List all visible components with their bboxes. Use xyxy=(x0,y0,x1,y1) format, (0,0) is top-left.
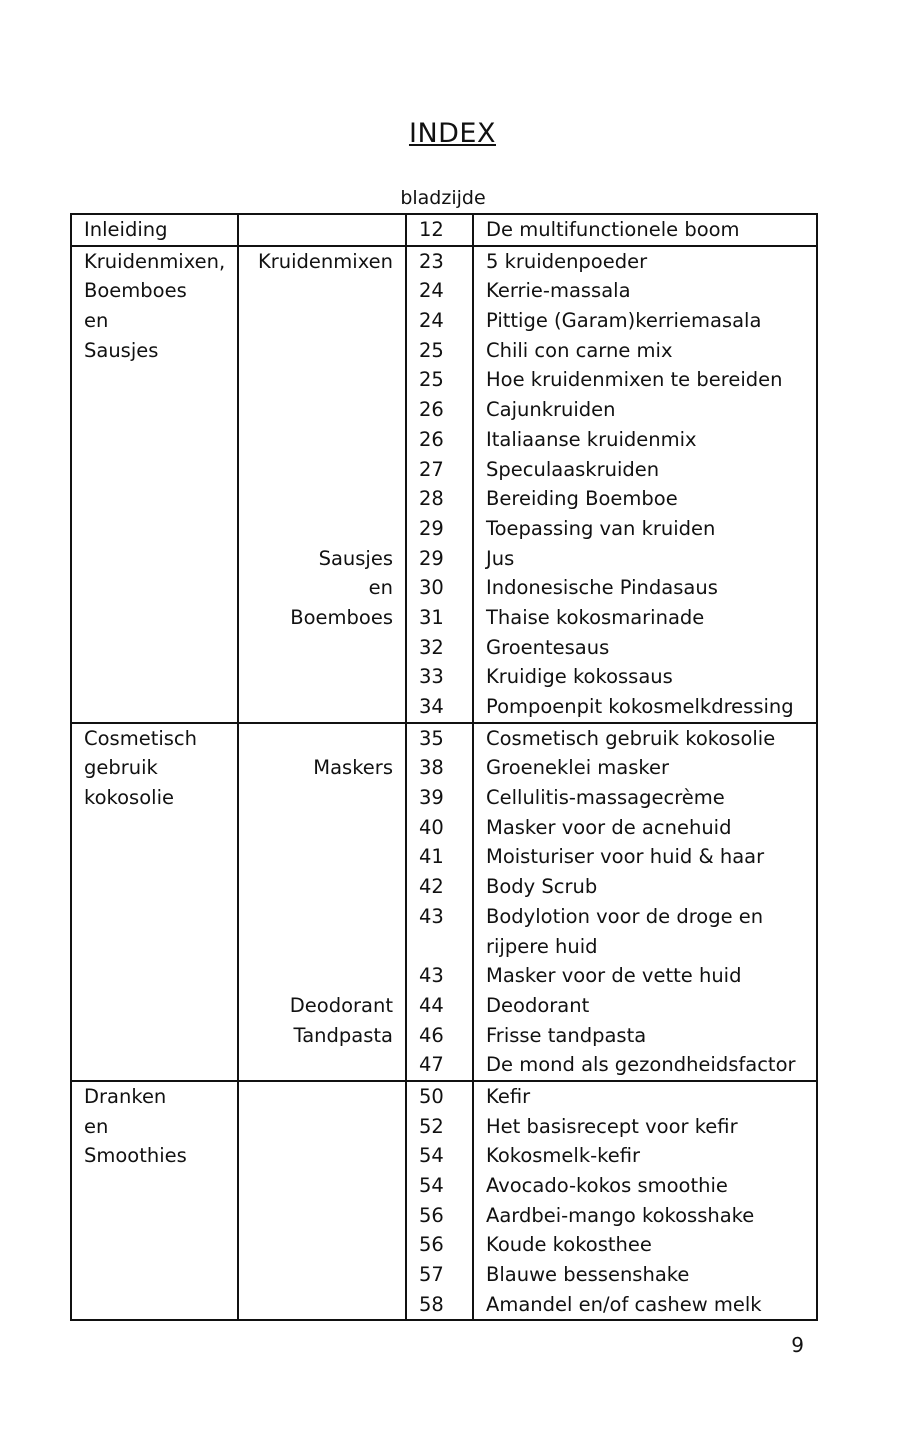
subcategory-spacer xyxy=(239,276,393,306)
entry-title: Deodorant xyxy=(486,993,590,1017)
section-title-column xyxy=(473,1081,817,1321)
section-title-column xyxy=(473,246,817,723)
subcategory-spacer xyxy=(239,1260,393,1290)
subcategory-spacer xyxy=(239,724,393,754)
entry-title: Toepassing van kruiden xyxy=(486,516,716,540)
entry-page-number: 12 xyxy=(419,218,444,241)
entry-title: Bereiding Boemboe xyxy=(486,487,678,511)
entry-title: Blauwe bessenshake xyxy=(486,1263,690,1287)
entry-page-number: 24 xyxy=(419,279,444,303)
entry-page-number: 41 xyxy=(419,845,444,869)
category-label: en xyxy=(84,309,109,333)
index-section xyxy=(71,214,817,246)
subcategory-label: Deodorant xyxy=(289,993,393,1017)
subcategory-spacer xyxy=(239,961,393,991)
entry-title: 5 kruidenpoeder xyxy=(486,249,648,273)
section-page-column xyxy=(406,1081,473,1321)
entry-page-number: 27 xyxy=(419,457,444,481)
subcategory-spacer xyxy=(239,783,393,813)
subcategory-spacer xyxy=(239,1141,393,1171)
entry-page-number: 50 xyxy=(419,1084,444,1108)
subcategory-spacer xyxy=(239,1112,393,1142)
entry-title: Kerrie-massala xyxy=(486,279,631,303)
subcategory-spacer xyxy=(239,1082,393,1112)
category-label: Sausjes xyxy=(84,338,159,362)
section-category xyxy=(71,723,238,1081)
entry-title: Pittige (Garam)kerriemasala xyxy=(486,309,762,333)
entry-title: Frisse tandpasta xyxy=(486,1023,647,1047)
entry-page-number: 23 xyxy=(419,249,444,273)
subcategory-spacer xyxy=(239,813,393,843)
section-subcategory-column xyxy=(238,246,406,723)
entry-page-number: 42 xyxy=(419,875,444,899)
entry-title: Koude kokosthee xyxy=(486,1233,652,1257)
entry-page-number: 24 xyxy=(419,309,444,333)
subcategory-spacer xyxy=(239,215,393,245)
entry-title: Aardbei-mango kokosshake xyxy=(486,1203,755,1227)
entry-page-number: 46 xyxy=(419,1023,444,1047)
entry-page-number: 32 xyxy=(419,635,444,659)
entry-title: Body Scrub xyxy=(486,875,598,899)
subcategory-label: Kruidenmixen xyxy=(257,249,393,273)
section-subcategory-column xyxy=(238,1081,406,1321)
entry-page-number: 28 xyxy=(419,487,444,511)
entry-page-number: 44 xyxy=(419,993,444,1017)
category-label: kokosolie xyxy=(84,786,174,810)
entry-page-number: 35 xyxy=(419,726,444,750)
page-title: INDEX xyxy=(408,118,496,149)
subcategory-spacer xyxy=(239,365,393,395)
section-page-column xyxy=(406,214,473,246)
entry-page-number: 34 xyxy=(419,695,444,718)
subcategory-spacer xyxy=(239,395,393,425)
entry-page-number: 54 xyxy=(419,1144,444,1168)
entry-page-number: 54 xyxy=(419,1174,444,1197)
entry-title: Moisturiser voor huid & haar xyxy=(486,845,765,869)
entry-page-number: 29 xyxy=(419,546,444,570)
entry-title: Avocado-kokos smoothie xyxy=(486,1174,728,1197)
section-page-column xyxy=(406,723,473,1081)
subcategory-spacer xyxy=(239,1230,393,1260)
subcategory-label: Boemboes xyxy=(290,605,393,629)
entry-page-number: 56 xyxy=(419,1203,444,1227)
subcategory-spacer xyxy=(239,902,393,932)
entry-title: Hoe kruidenmixen te bereiden xyxy=(486,368,783,392)
subcategory-spacer xyxy=(239,484,393,514)
subcategory-spacer xyxy=(239,1171,393,1201)
entry-title: Pompoenpit kokosmelkdressing xyxy=(486,695,794,718)
entry-title: Kokosmelk-kefir xyxy=(486,1144,641,1168)
entry-title: Groeneklei masker xyxy=(486,756,670,780)
entry-page-number: 38 xyxy=(419,756,444,780)
entry-title: De mond als gezondheidsfactor xyxy=(486,1053,796,1077)
entry-page-number: 33 xyxy=(419,665,444,689)
entry-title: Het basisrecept voor kefir xyxy=(486,1114,738,1138)
entry-page-number: 52 xyxy=(419,1114,444,1138)
subcategory-label: Tandpasta xyxy=(293,1023,393,1047)
index-table xyxy=(70,213,818,1321)
subcategory-spacer xyxy=(239,932,393,962)
subcategory-spacer xyxy=(239,425,393,455)
entry-page-number: 26 xyxy=(419,398,444,422)
subcategory-spacer xyxy=(239,1050,393,1080)
section-page-column xyxy=(406,246,473,723)
entry-page-number: 29 xyxy=(419,516,444,540)
subcategory-spacer xyxy=(239,514,393,544)
entry-page-number: 57 xyxy=(419,1263,444,1287)
subcategory-spacer xyxy=(239,692,393,722)
page-column-header: bladzijde xyxy=(400,187,486,209)
index-section xyxy=(71,246,817,723)
category-label: Kruidenmixen, xyxy=(84,249,226,273)
subcategory-label: en xyxy=(368,576,393,600)
subcategory-spacer xyxy=(239,872,393,902)
entry-title: Masker voor de vette huid xyxy=(486,964,742,988)
subcategory-spacer xyxy=(239,1201,393,1231)
entry-title: Cosmetisch gebruik kokosolie xyxy=(486,726,776,750)
category-label: Dranken xyxy=(84,1084,167,1108)
entry-page-number: 47 xyxy=(419,1053,444,1077)
index-section xyxy=(71,723,817,1081)
entry-title: Groentesaus xyxy=(486,635,610,659)
subcategory-label: Sausjes xyxy=(318,546,393,570)
subcategory-spacer xyxy=(239,336,393,366)
subcategory-label: Maskers xyxy=(313,756,393,780)
entry-title: Indonesische Pindasaus xyxy=(486,576,718,600)
entry-title: rijpere huid xyxy=(486,934,598,958)
entry-page-spacer xyxy=(419,932,472,962)
entry-page-number: 40 xyxy=(419,815,444,839)
entry-page-number: 25 xyxy=(419,368,444,392)
category-label: Cosmetisch xyxy=(84,726,198,750)
subcategory-spacer xyxy=(239,306,393,336)
entry-page-number: 26 xyxy=(419,427,444,451)
entry-title: Amandel en/of cashew melk xyxy=(486,1292,762,1316)
category-label: en xyxy=(84,1114,109,1138)
subcategory-spacer xyxy=(239,662,393,692)
entry-title: Italiaanse kruidenmix xyxy=(486,427,697,451)
section-subcategory-column xyxy=(238,214,406,246)
section-title-column xyxy=(473,723,817,1081)
entry-title: Bodylotion voor de droge en xyxy=(486,904,764,928)
entry-page-number: 25 xyxy=(419,338,444,362)
entry-page-number: 39 xyxy=(419,786,444,810)
entry-page-number: 31 xyxy=(419,605,444,629)
section-category xyxy=(71,1081,238,1321)
entry-title: Cajunkruiden xyxy=(486,398,616,422)
section-title-column xyxy=(473,214,817,246)
entry-title: Jus xyxy=(486,546,515,570)
section-subcategory-column xyxy=(238,723,406,1081)
entry-title: Speculaaskruiden xyxy=(486,457,660,481)
entry-page-number: 58 xyxy=(419,1292,444,1316)
subcategory-spacer xyxy=(239,455,393,485)
entry-title: Thaise kokosmarinade xyxy=(486,605,705,629)
entry-page-number: 56 xyxy=(419,1233,444,1257)
entry-page-number: 30 xyxy=(419,576,444,600)
category-label: Inleiding xyxy=(84,218,168,241)
section-category xyxy=(71,214,238,246)
subcategory-spacer xyxy=(239,1290,393,1320)
index-section xyxy=(71,1081,817,1321)
entry-page-number: 43 xyxy=(419,904,444,928)
subcategory-spacer xyxy=(239,842,393,872)
section-category xyxy=(71,246,238,723)
entry-page-number: 43 xyxy=(419,964,444,988)
subcategory-spacer xyxy=(239,633,393,663)
category-label: Smoothies xyxy=(84,1144,187,1168)
entry-title: Kefir xyxy=(486,1084,531,1108)
entry-title: Cellulitis-massagecrème xyxy=(486,786,725,810)
page-number: 9 xyxy=(791,1333,804,1357)
entry-title: Chili con carne mix xyxy=(486,338,673,362)
category-label: Boemboes xyxy=(84,279,187,303)
category-label: gebruik xyxy=(84,756,158,780)
entry-title: De multifunctionele boom xyxy=(486,218,740,241)
entry-title: Masker voor de acnehuid xyxy=(486,815,732,839)
entry-title: Kruidige kokossaus xyxy=(486,665,673,689)
